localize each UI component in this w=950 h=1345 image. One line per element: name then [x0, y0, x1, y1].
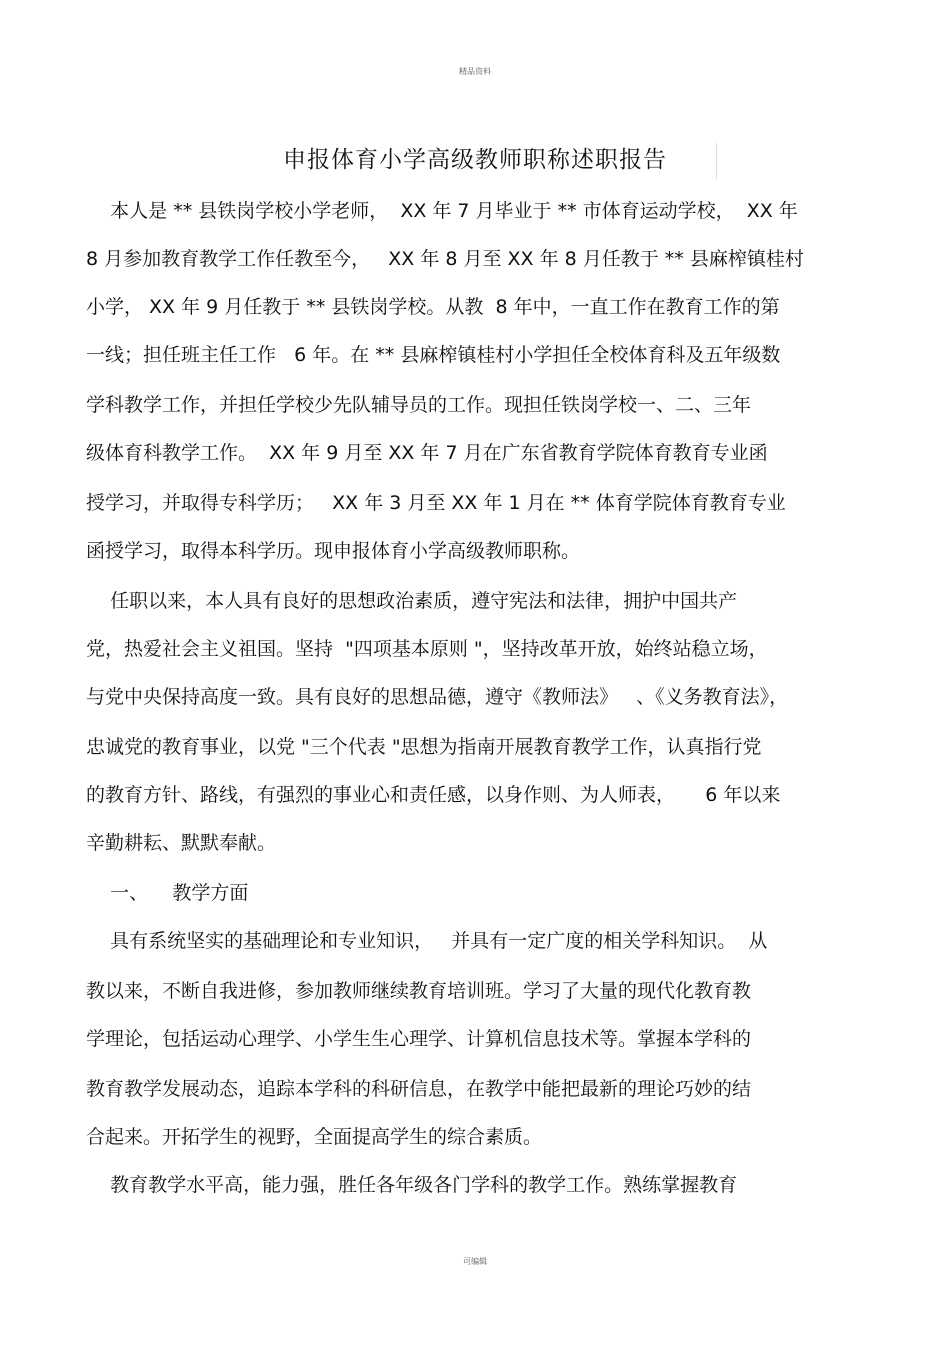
text-line: 教育教学水平高，能力强，胜任各年级各门学科的教学工作。熟练掌握教育 [86, 1174, 738, 1196]
text-line: 辛勤耕耘、默默奉献。 [86, 832, 277, 854]
text-line: 授学习，并取得专科学历； XX 年 3 月至 XX 年 1 月在 ** 体育学院体育教育专业 [86, 492, 786, 514]
text-line: 学科教学工作，并担任学校少先队辅导员的工作。现担任铁岗学校一、二、三年 [86, 394, 752, 416]
text-line: 教育教学发展动态，追踪本学科的科研信息，在教学中能把最新的理论巧妙的结 [86, 1078, 752, 1100]
text-line: 的教育方针、路线，有强烈的事业心和责任感，以身作则、为人师表， 6 年以来 [86, 784, 781, 806]
page-header-watermark: 精品资料 [459, 67, 491, 76]
text-line: 合起来。开拓学生的视野，全面提高学生的综合素质。 [86, 1126, 543, 1148]
text-line: 任职以来，本人具有良好的思想政治素质，遵守宪法和法律，拥护中国共产 [86, 590, 738, 612]
text-line: 级体育科教学工作。 XX 年 9 月至 XX 年 7 月在广东省教育学院体育教育专业函 [86, 442, 768, 464]
text-line: 与党中央保持高度一致。具有良好的思想品德，遵守《教师法》 、《义务教育法》， [86, 686, 789, 708]
document-title: 申报体育小学高级教师职称述职报告 [283, 147, 667, 173]
text-line: 教以来，不断自我进修，参加教师继续教育培训班。学习了大量的现代化教育教 [86, 980, 752, 1002]
text-line: 8 月参加教育教学工作任教至今， XX 年 8 月至 XX 年 8 月任教于 ** 县麻榨镇桂村 [86, 248, 804, 270]
text-line: 本人是 ** 县铁岗学校小学老师， XX 年 7 月毕业于 ** 市体育运动学校， XX 年 [86, 200, 798, 222]
text-line: 党，热爱社会主义祖国。坚持 "四项基本原则 "，坚持改革开放，始终站稳立场， [86, 638, 768, 660]
text-line: 函授学习，取得本科学历。现申报体育小学高级教师职称。 [86, 540, 581, 562]
page-footer-watermark: 可编辑 [463, 1257, 487, 1266]
text-line: 学理论，包括运动心理学、小学生生心理学、计算机信息技术等。掌握本学科的 [86, 1028, 752, 1050]
section-heading: 一、 教学方面 [86, 882, 249, 904]
text-line: 忠诚党的教育事业，以党 "三个代表 "思想为指南开展教育教学工作，认真指行党 [86, 736, 762, 758]
title-divider [716, 143, 717, 179]
text-line: 小学， XX 年 9 月任教于 ** 县铁岗学校。从教 8 年中，一直工作在教育工作的第 [86, 296, 780, 318]
text-line: 具有系统坚实的基础理论和专业知识， 并具有一定广度的相关学科知识。 从 [86, 930, 768, 952]
text-line: 一线；担任班主任工作 6 年。在 ** 县麻榨镇桂村小学担任全校体育科及五年级数 [86, 344, 781, 366]
